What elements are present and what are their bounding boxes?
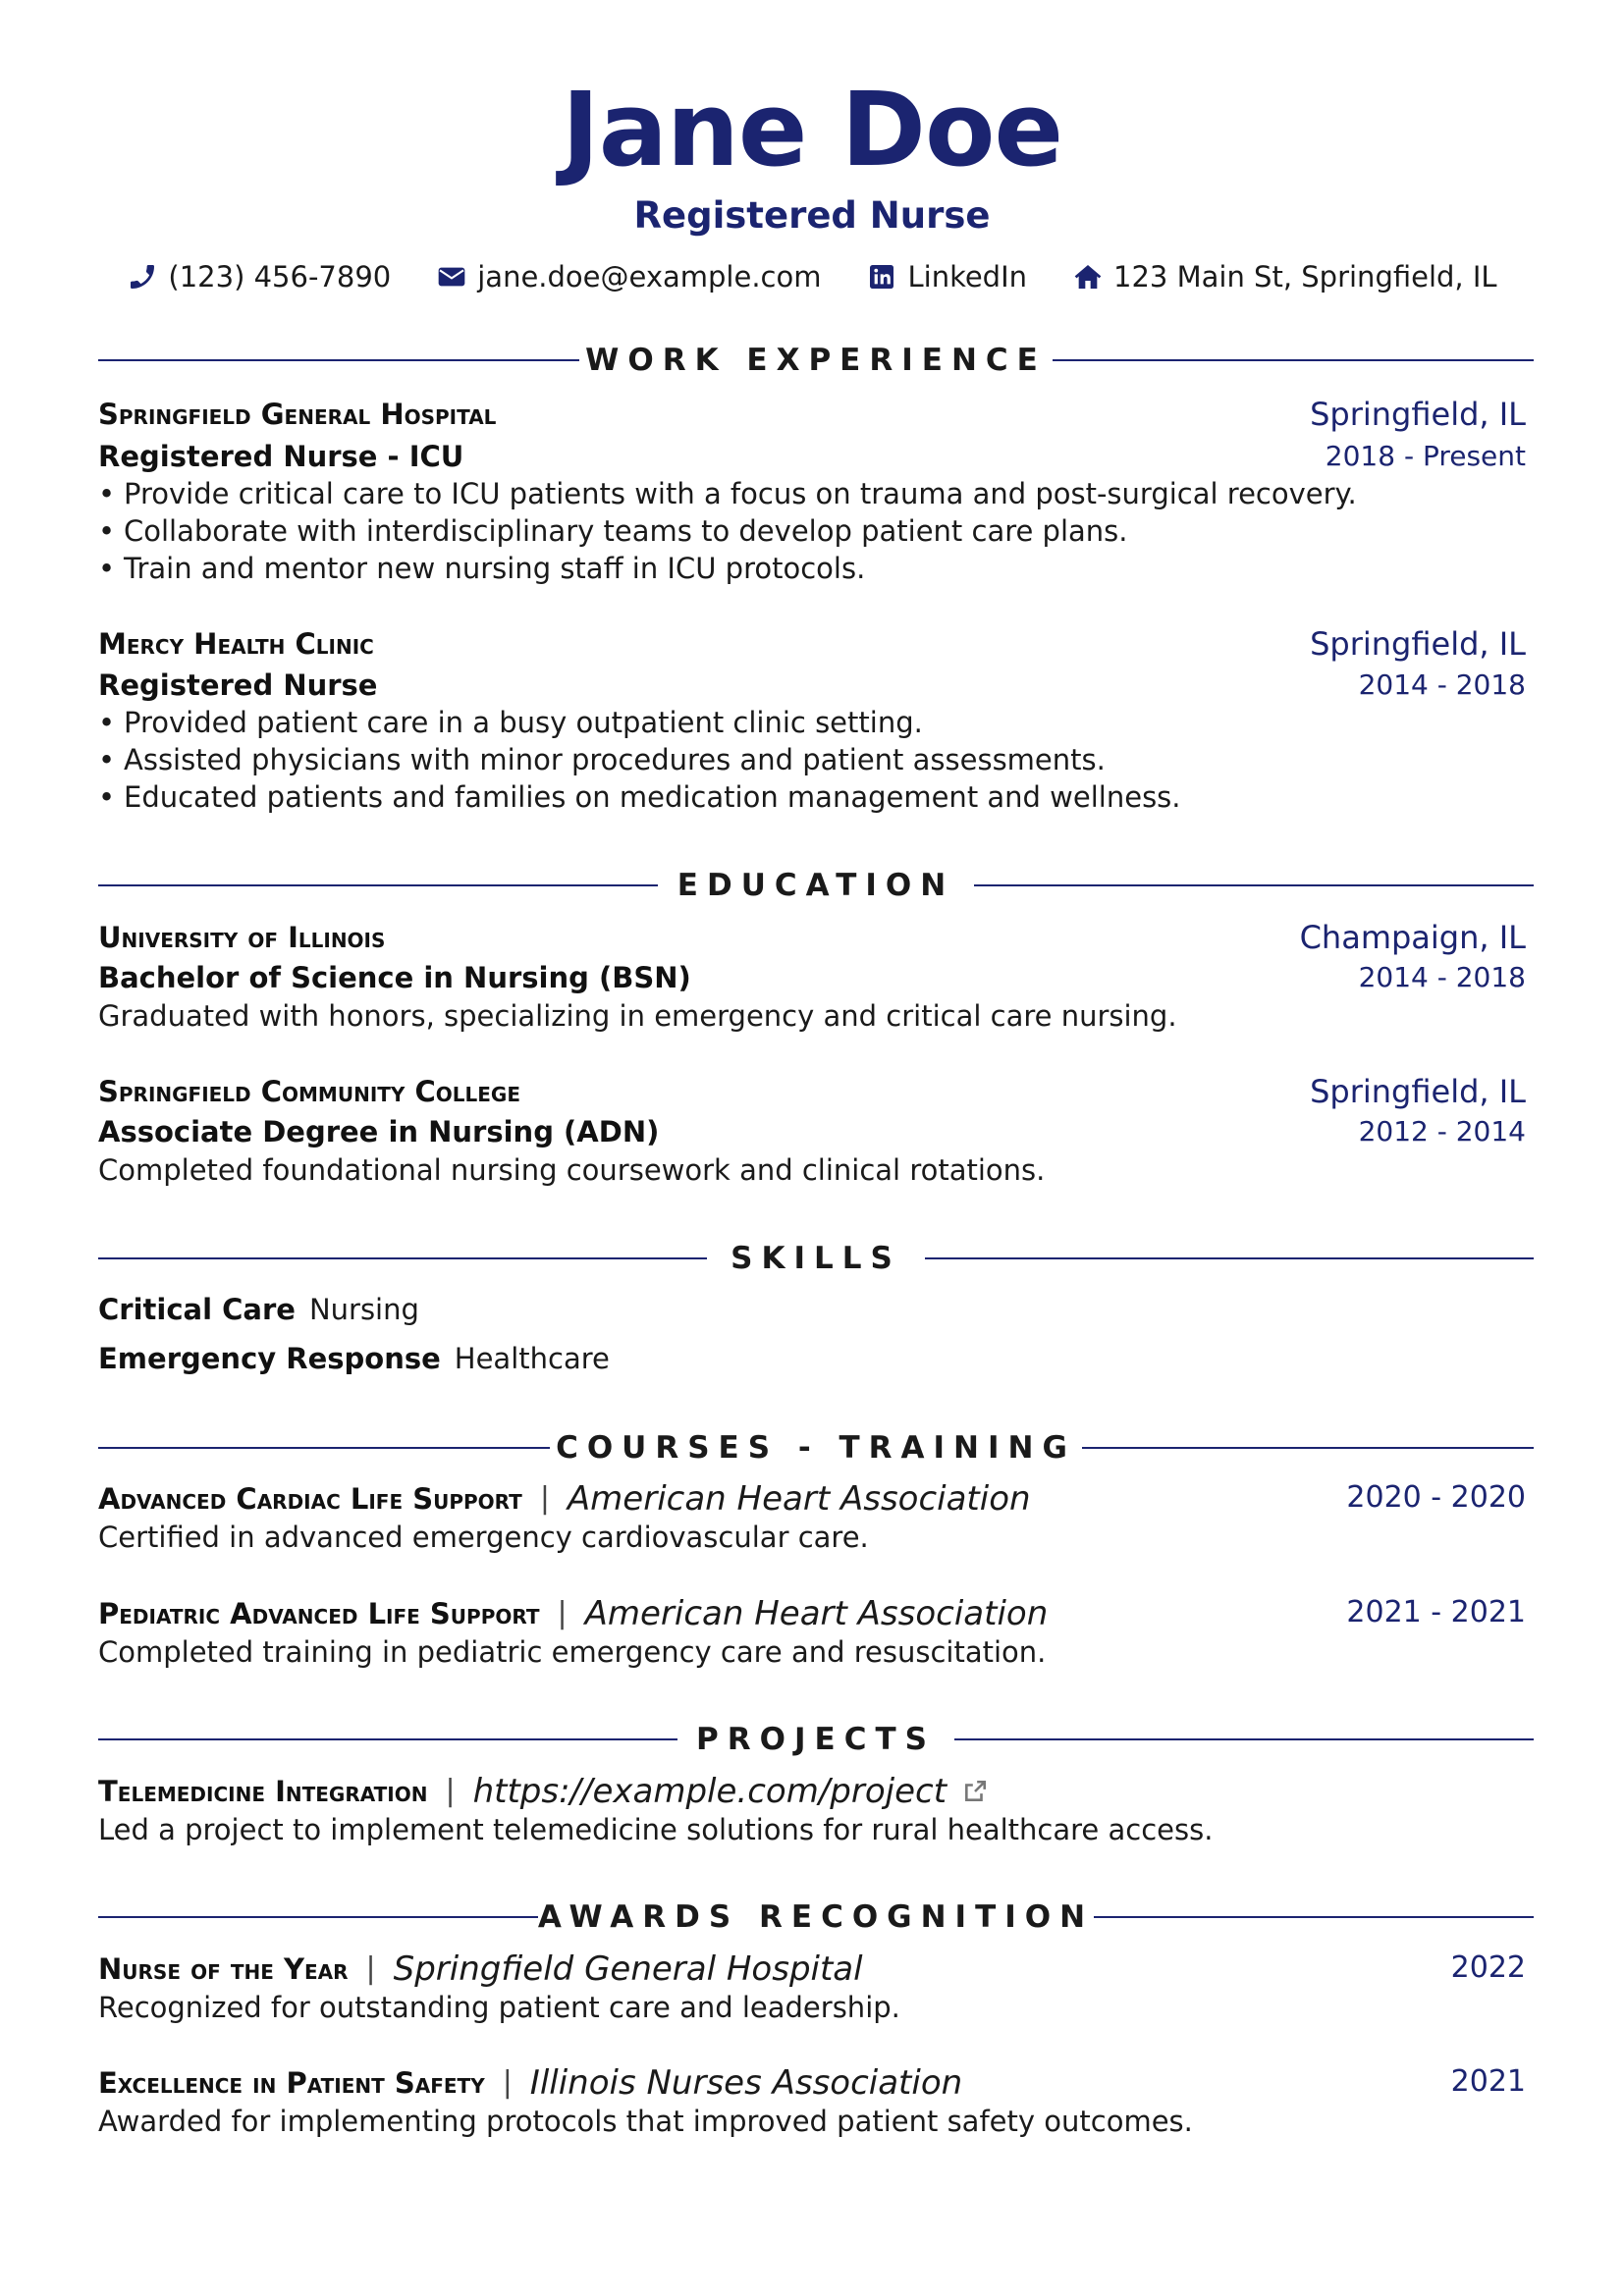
section-title: EDUCATION (677, 868, 955, 903)
contact-bar (0, 253, 1624, 300)
section-projects (98, 1718, 1534, 1761)
section-education (98, 864, 1534, 907)
contact-phone-text: (123) 456-7890 (168, 260, 392, 294)
phone-icon (127, 261, 158, 293)
course-name: Advanced Cardiac Life Support (98, 1482, 522, 1516)
education-org: Springfield Community College (98, 1075, 520, 1108)
project-header (98, 1771, 988, 1812)
education-dates: 2014 - 2018 (1358, 961, 1526, 993)
award-year: 2021 (1450, 2064, 1526, 2099)
award-year: 2022 (1450, 1950, 1526, 1985)
skill-keywords: Healthcare (454, 1342, 610, 1375)
home-icon (1072, 261, 1104, 293)
education-description: Graduated with honors, specializing in emergency and critical care nursing. (98, 999, 1177, 1033)
work-dates: 2014 - 2018 (1358, 668, 1526, 701)
contact-linkedin-text: LinkedIn (907, 260, 1028, 294)
section-divider (925, 1257, 1534, 1259)
work-title: Registered Nurse - ICU (98, 440, 464, 473)
candidate-name: Jane Doe (562, 70, 1062, 189)
contact-phone[interactable] (127, 260, 391, 294)
education-dates: 2012 - 2014 (1358, 1115, 1526, 1148)
section-courses (98, 1426, 1534, 1469)
section-title: WORK EXPERIENCE (585, 343, 1047, 378)
external-link-icon[interactable] (962, 1779, 988, 1804)
course-name: Pediatric Advanced Life Support (98, 1597, 540, 1630)
award-description: Awarded for implementing protocols that improved patient safety outcomes. (98, 2105, 1193, 2138)
education-degree: Associate Degree in Nursing (ADN) (98, 1115, 660, 1148)
award-issuer: Illinois Nurses Association (529, 2063, 963, 2103)
separator: | (557, 1596, 568, 1630)
course-description: Completed training in pediatric emergency care and resuscitation. (98, 1635, 1047, 1669)
work-title: Registered Nurse (98, 668, 378, 702)
contact-email-text: jane.doe@example.com (477, 260, 822, 294)
course-header (98, 1593, 1048, 1634)
project-description: Led a project to implement telemedicine solutions for rural healthcare access. (98, 1813, 1214, 1846)
award-issuer: Springfield General Hospital (393, 1949, 863, 1989)
course-header (98, 1478, 1031, 1520)
section-divider (974, 884, 1534, 886)
section-skills (98, 1237, 1534, 1280)
work-org: Mercy Health Clinic (98, 627, 374, 661)
envelope-icon (436, 261, 467, 293)
award-name: Excellence in Patient Safety (98, 2066, 485, 2100)
work-org: Springfield General Hospital (98, 398, 497, 431)
education-degree: Bachelor of Science in Nursing (BSN) (98, 961, 691, 994)
project-name: Telemedicine Integration (98, 1775, 428, 1808)
contact-address-text: 123 Main St, Springfield, IL (1113, 260, 1497, 294)
work-bullets (98, 475, 1357, 587)
award-description: Recognized for outstanding patient care and leadership. (98, 1991, 900, 2024)
section-title: SKILLS (731, 1241, 901, 1276)
section-divider (1082, 1447, 1534, 1449)
list-item: • Assisted physicians with minor procedures and patient assessments. (98, 741, 1181, 778)
separator: | (539, 1481, 550, 1516)
separator: | (365, 1951, 376, 1986)
list-item: • Provide critical care to ICU patients with a focus on trauma and post-surgical recovery. (98, 475, 1357, 512)
work-bullets (98, 704, 1181, 816)
separator: | (445, 1774, 456, 1808)
education-location: Springfield, IL (1310, 1073, 1526, 1110)
course-issuer: American Heart Association (584, 1594, 1049, 1633)
skill-item (98, 1339, 610, 1378)
list-item: • Collaborate with interdisciplinary teams to develop patient care plans. (98, 512, 1357, 550)
section-divider (1053, 359, 1534, 361)
education-description: Completed foundational nursing coursework and clinical rotations. (98, 1153, 1046, 1187)
project-url[interactable]: https://example.com/project (472, 1772, 947, 1811)
contact-address (1072, 260, 1497, 294)
work-location: Springfield, IL (1310, 625, 1526, 663)
education-location: Champaign, IL (1299, 919, 1526, 956)
list-item: • Train and mentor new nursing staff in ICU protocols. (98, 550, 1357, 587)
section-work-experience (98, 339, 1534, 382)
section-title: AWARDS RECOGNITION (537, 1899, 1095, 1935)
course-dates: 2020 - 2020 (1346, 1480, 1526, 1515)
section-divider (954, 1738, 1534, 1740)
section-title: PROJECTS (696, 1722, 936, 1757)
section-awards (98, 1896, 1534, 1939)
section-title: COURSES - TRAINING (556, 1430, 1076, 1466)
award-header (98, 2062, 962, 2104)
separator: | (502, 2065, 513, 2100)
award-name: Nurse of the Year (98, 1952, 349, 1986)
linkedin-icon (866, 261, 897, 293)
contact-linkedin[interactable] (866, 260, 1027, 294)
list-item: • Educated patients and families on medication management and wellness. (98, 778, 1181, 816)
work-location: Springfield, IL (1310, 396, 1526, 433)
work-dates: 2018 - Present (1325, 440, 1526, 472)
skill-name: Critical Care (98, 1293, 296, 1326)
award-header (98, 1949, 863, 1990)
course-dates: 2021 - 2021 (1346, 1595, 1526, 1629)
candidate-role: Registered Nurse (633, 194, 991, 237)
education-org: University of Illinois (98, 921, 386, 954)
list-item: • Provided patient care in a busy outpatient clinic setting. (98, 704, 1181, 741)
skill-item (98, 1290, 419, 1329)
contact-email[interactable] (436, 260, 821, 294)
skill-name: Emergency Response (98, 1342, 441, 1375)
course-description: Certified in advanced emergency cardiovascular care. (98, 1521, 869, 1554)
course-issuer: American Heart Association (567, 1479, 1031, 1519)
skill-keywords: Nursing (308, 1293, 419, 1326)
section-divider (1094, 1916, 1534, 1918)
